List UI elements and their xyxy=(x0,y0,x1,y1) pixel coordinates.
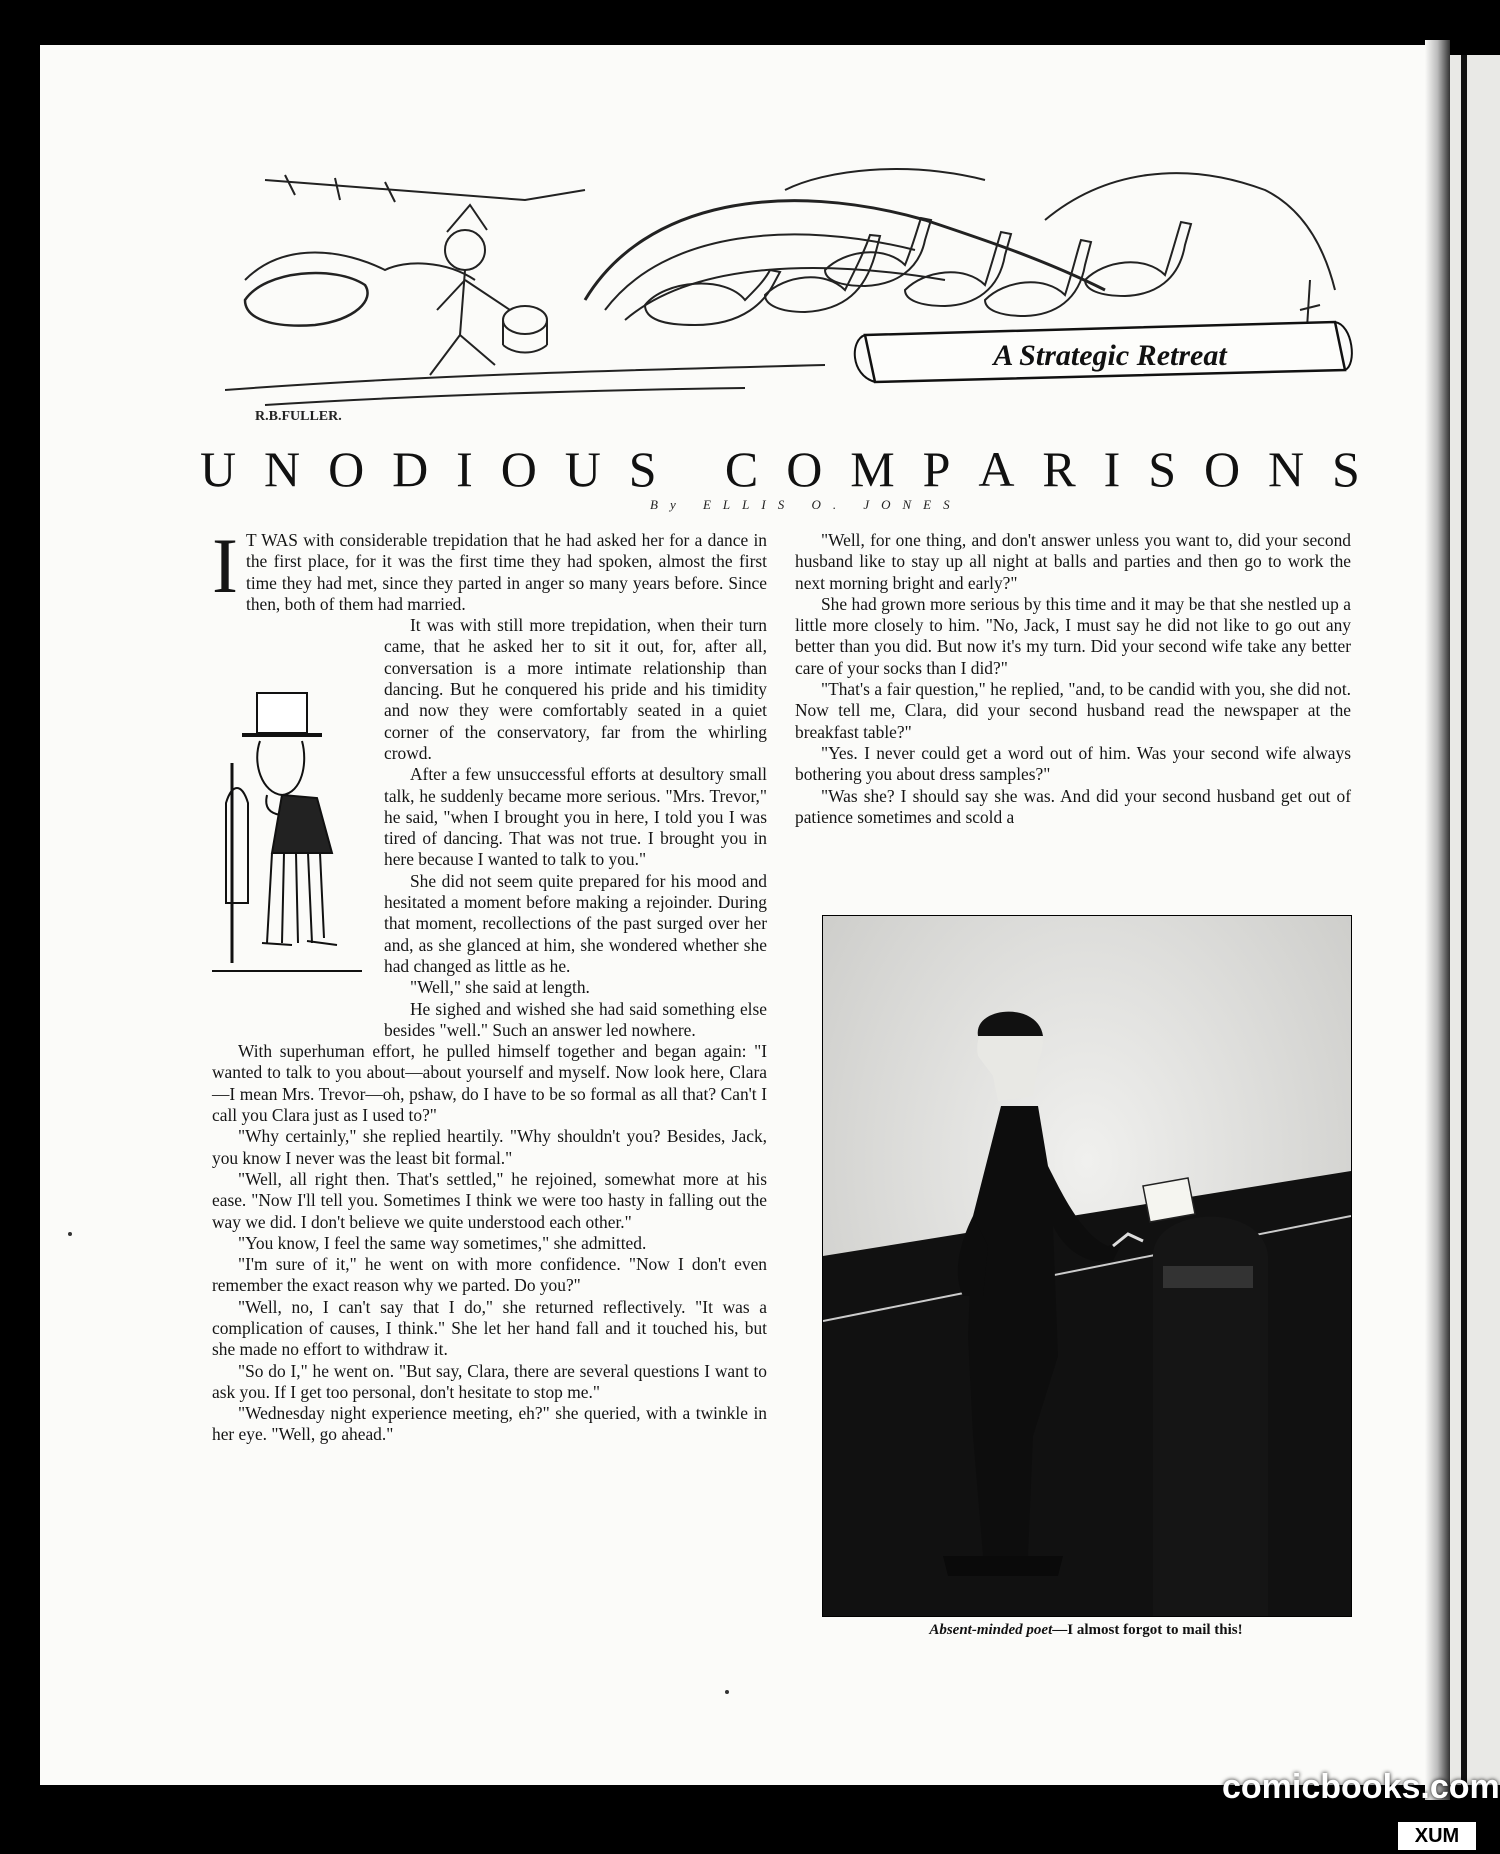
page-edge-shadow xyxy=(1425,40,1450,1800)
body-paragraph: "Well, no, I can't say that I do," she returned reflectively. "It was a complication of causes, I think." She let her hand fall and it touched his, but she made no effort to withdraw it. xyxy=(212,1296,767,1360)
page-gap xyxy=(1461,55,1467,1785)
body-paragraph: It was with still more trepidation, when their turn came, that he asked her to sit it out, for, after all, conversation is a more intimate relationship than dancing. But he conquered his pride and his timidity and now they were comfortably seated in a quiet corner of the conservatory, far from the whirling crowd. xyxy=(384,615,767,763)
title-letter: N xyxy=(264,441,301,497)
body-paragraph: After a few unsuccessful efforts at desultory small talk, he suddenly became more serious. "Mrs. Trevor," he said, "when I brought you in here, I told you I was tired of dancing. That was not true. I brought you in here because I wanted to talk to you." xyxy=(384,764,767,870)
body-paragraph: "I'm sure of it," he went on with more confidence. "Now I don't even remember the exact reason why we parted. Do you?" xyxy=(212,1254,767,1296)
header-illustration xyxy=(225,160,1355,425)
title-letter: P xyxy=(922,441,951,497)
title-letter: D xyxy=(392,441,429,497)
photo-absent-minded-poet xyxy=(822,915,1352,1617)
title-letter: S xyxy=(1332,441,1360,497)
article-title xyxy=(200,440,1360,500)
title-letter: S xyxy=(628,441,657,497)
title-letter: M xyxy=(850,441,895,497)
title-letter: R xyxy=(1042,441,1076,497)
body-paragraph: "That's a fair question," he replied, "and, to be candid with you, she did not. Now tell me, Clara, did your second husband read the newspaper at the breakfast table?" xyxy=(795,679,1351,742)
print-speck xyxy=(68,1232,72,1236)
body-paragraph: "Why certainly," she replied heartily. "Why shouldn't you? Besides, Jack, you know I never was the least bit formal." xyxy=(212,1126,767,1168)
body-paragraph: "Well, all right then. That's settled," he rejoined, somewhat more at his ease. "Now I'll tell you. Sometimes I think we were too hasty in falling out the way we did. I don't believe we quite understood each other." xyxy=(212,1168,767,1232)
title-letter xyxy=(685,440,698,500)
title-letter: U xyxy=(200,441,237,497)
right-column xyxy=(795,530,1351,828)
title-letter: O xyxy=(1203,441,1241,497)
title-letter: N xyxy=(1268,441,1305,497)
body-paragraph: "Yes. I never could get a word out of him. Was your second wife always bothering you about dress samples?" xyxy=(795,742,1351,785)
body-paragraph: With superhuman effort, he pulled himself together and began again: "I wanted to talk to you about—about yourself and myself. Now look here, Clara—I mean Mrs. Trevor—oh, pshaw, do I have to be so formal as all that? Can't I call you Clara just as I used to?" xyxy=(212,1041,767,1126)
illustrator-signature: R.B.FULLER. xyxy=(255,409,342,424)
title-letter: I xyxy=(1103,441,1121,497)
title-letter: U xyxy=(564,441,601,497)
title-letter: O xyxy=(786,441,823,497)
watermark-site: comicbooks.com xyxy=(1222,1768,1500,1806)
body-paragraph: "Wednesday night experience meeting, eh?" she queried, with a twinkle in her eye. "Well, go ahead." xyxy=(212,1403,767,1445)
left-column xyxy=(212,522,767,1446)
banner-label: A Strategic Retreat xyxy=(993,339,1227,372)
intro-paragraph: I T WAS with considerable trepidation that he had asked her for a dance in the first place, for it was the first time they had spoken, almost the first time they had met, since they parted in anger so many years before. Since then, both of them had married. xyxy=(212,522,767,614)
title-letter: A xyxy=(978,441,1015,497)
watermark-code: XUM xyxy=(1398,1822,1476,1850)
title-letter: C xyxy=(724,441,759,497)
body-paragraph: "So do I," he went on. "But say, Clara, there are several questions I want to ask you. If I get too personal, don't hesitate to stop me." xyxy=(212,1360,767,1402)
article-byline: By ELLIS O. JONES xyxy=(650,497,962,512)
body-paragraph: "Well, for one thing, and don't answer unless you want to, did your second husband like to stay up all night at balls and parties and then go to work the next morning bright and early?" xyxy=(795,530,1351,593)
title-letter: O xyxy=(500,441,537,497)
title-letter: S xyxy=(1148,441,1177,497)
body-paragraph: He sighed and wished she had said something else besides "well." Such an answer led nowhere. xyxy=(384,998,767,1040)
next-page-edge xyxy=(1450,55,1500,1785)
body-paragraph: "Was she? I should say she was. And did your second husband get out of patience sometimes and scold a xyxy=(795,785,1351,827)
body-paragraph: She had grown more serious by this time and it may be that she nestled up a little more closely to him. "No, Jack, I must say he did not like to go out any better than you did. But now it's my turn. Did your second wife take any better care of your socks than I did?" xyxy=(795,593,1351,678)
print-speck xyxy=(725,1690,729,1694)
body-paragraph: "You know, I feel the same way sometimes," she admitted. xyxy=(238,1232,647,1253)
inset-illustration-uncle-sam xyxy=(212,633,362,1023)
body-paragraph: "Well," she said at length. xyxy=(410,977,590,998)
title-banner xyxy=(855,322,1352,382)
title-letter: I xyxy=(456,441,473,497)
drop-cap: I xyxy=(212,522,238,609)
body-paragraph: She did not seem quite prepared for his mood and hesitated a moment before making a rejoinder. During that moment, recollections of the past surged over her and, as she glanced at him, she wondered whether she had changed as little as he. xyxy=(384,870,767,976)
title-letter: O xyxy=(328,441,365,497)
photo-caption: Absent-minded poet—I almost forgot to mail this! xyxy=(929,1622,1243,1638)
